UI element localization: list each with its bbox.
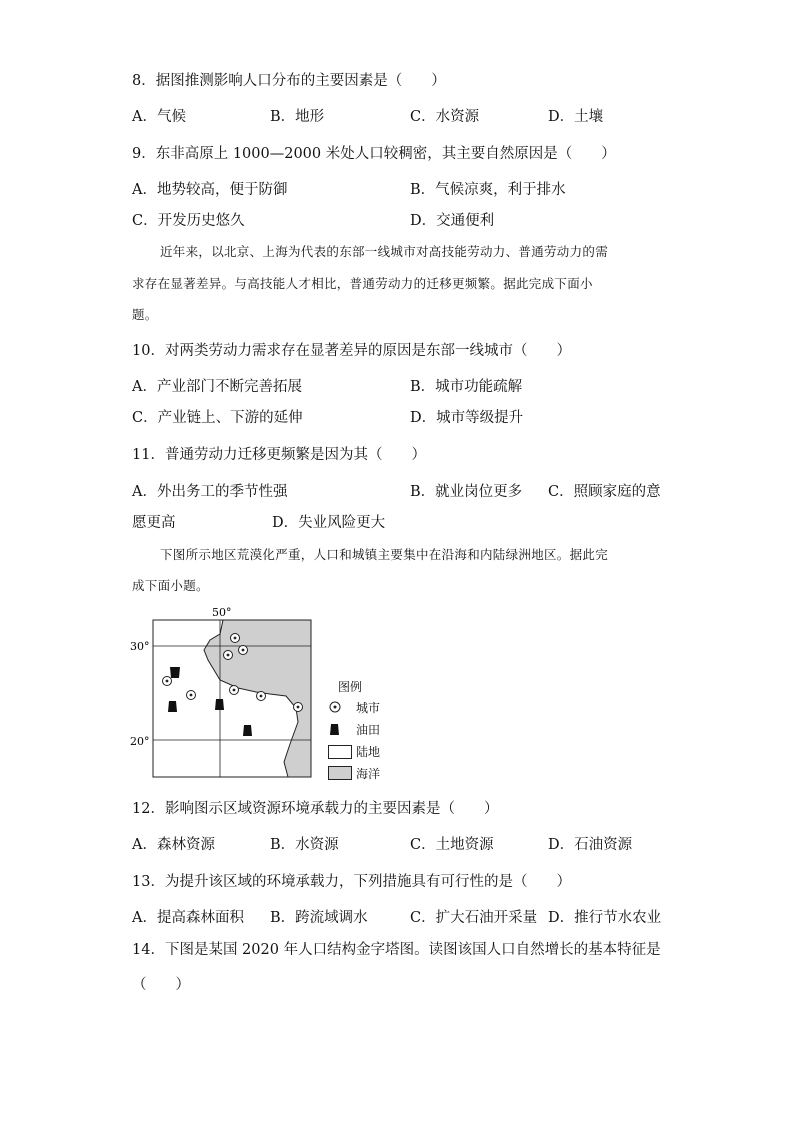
city-marker bbox=[230, 686, 239, 695]
city-marker bbox=[224, 651, 233, 660]
legend-oilfield-icon bbox=[328, 722, 342, 736]
city-marker bbox=[257, 692, 266, 701]
q14-answer-blank: （ ） bbox=[132, 977, 190, 993]
q13-option-b: B．跨流域调水 bbox=[270, 910, 368, 926]
city-marker bbox=[163, 677, 172, 686]
q11-option-c: C．照顾家庭的意 bbox=[548, 484, 661, 500]
q8-option-c: C．水资源 bbox=[410, 109, 480, 125]
city-marker bbox=[239, 646, 248, 655]
lon-label-50: 50° bbox=[212, 606, 232, 619]
city-marker bbox=[231, 634, 240, 643]
lat-label-30: 30° bbox=[130, 640, 150, 653]
oilfield-marker bbox=[243, 725, 252, 736]
q13-option-c: C．扩大石油开采量 bbox=[410, 910, 538, 926]
q10-stem: 10．对两类劳动力需求存在显著差异的原因是东部一线城市（ ） bbox=[132, 343, 571, 359]
q8-option-d: D．土壤 bbox=[548, 109, 604, 125]
q9-stem: 9．东非高原上 1000—2000 米处人口较稠密，其主要自然原因是（ ） bbox=[132, 146, 616, 162]
q9-option-d: D．交通便利 bbox=[410, 213, 495, 229]
q11-option-b: B．就业岗位更多 bbox=[410, 484, 523, 500]
passage2-line-2: 成下面小题。 bbox=[132, 578, 209, 593]
q11-option-d: D．失业风险更大 bbox=[272, 515, 386, 531]
q11-option-c-continued: 愿更高 bbox=[132, 515, 176, 531]
legend-city-label: 城市 bbox=[356, 701, 381, 715]
legend-city-icon bbox=[328, 700, 342, 714]
q10-option-c: C．产业链上、下游的延伸 bbox=[132, 410, 303, 426]
passage2-line-1: 下图所示地区荒漠化严重，人口和城镇主要集中在沿海和内陆绿洲地区。据此完 bbox=[160, 547, 609, 562]
q8-option-a: A．气候 bbox=[132, 109, 186, 125]
oilfield-marker bbox=[215, 699, 224, 710]
passage1-line-1: 近年来，以北京、上海为代表的东部一线城市对高技能劳动力、普通劳动力的需 bbox=[160, 244, 609, 259]
q10-option-a: A．产业部门不断完善拓展 bbox=[132, 379, 302, 395]
oilfield-marker bbox=[170, 667, 180, 678]
oilfield-marker bbox=[168, 701, 177, 712]
legend-oilfield-label: 油田 bbox=[356, 723, 381, 737]
q12-option-b: B．水资源 bbox=[270, 837, 339, 853]
q13-option-d: D．推行节水农业 bbox=[548, 910, 662, 926]
city-marker bbox=[294, 703, 303, 712]
q9-option-c: C．开发历史悠久 bbox=[132, 213, 245, 229]
legend-sea-label: 海洋 bbox=[356, 767, 381, 781]
passage1-line-2: 求存在显著差异。与高技能人才相比，普通劳动力的迁移更频繁。据此完成下面小 bbox=[132, 276, 593, 291]
legend-sea-swatch bbox=[328, 766, 352, 780]
q11-option-a: A．外出务工的季节性强 bbox=[132, 484, 288, 500]
legend-land-swatch bbox=[328, 745, 352, 759]
city-marker bbox=[187, 691, 196, 700]
q14-stem: 14．下图是某国 2020 年人口结构金字塔图。读图该国人口自然增长的基本特征是 bbox=[132, 942, 661, 958]
q12-option-a: A．森林资源 bbox=[132, 837, 215, 853]
q9-option-a: A．地势较高，便于防御 bbox=[132, 182, 288, 198]
passage1-line-3: 题。 bbox=[132, 307, 158, 322]
lat-label-20: 20° bbox=[130, 735, 150, 748]
q10-option-b: B．城市功能疏解 bbox=[410, 379, 523, 395]
legend-title: 图例 bbox=[338, 680, 363, 694]
q11-stem: 11．普通劳动力迁移更频繁是因为其（ ） bbox=[132, 447, 426, 463]
q13-stem: 13．为提升该区域的环境承载力，下列措施具有可行性的是（ ） bbox=[132, 874, 571, 890]
q12-stem: 12．影响图示区域资源环境承载力的主要因素是（ ） bbox=[132, 801, 499, 817]
legend-land-label: 陆地 bbox=[356, 745, 381, 759]
q8-option-b: B．地形 bbox=[270, 109, 325, 125]
q12-option-c: C．土地资源 bbox=[410, 837, 494, 853]
q8-stem: 8．据图推测影响人口分布的主要因素是（ ） bbox=[132, 73, 446, 89]
q12-option-d: D．石油资源 bbox=[548, 837, 633, 853]
q13-option-a: A．提高森林面积 bbox=[132, 910, 244, 926]
q9-option-b: B．气候凉爽，利于排水 bbox=[410, 182, 566, 198]
q10-option-d: D．城市等级提升 bbox=[410, 410, 524, 426]
